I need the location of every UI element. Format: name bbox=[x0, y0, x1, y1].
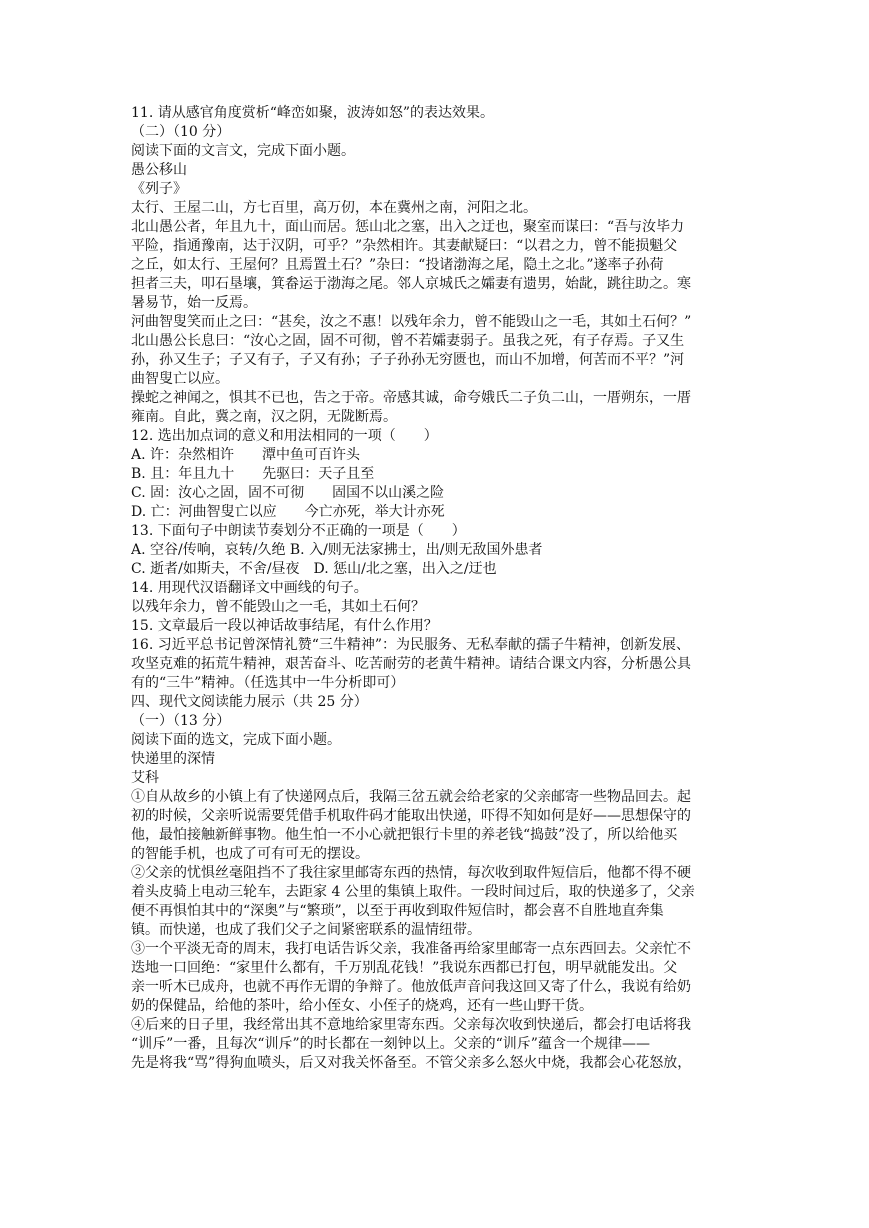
article-line: 亲一听木已成舟，也就不再作无谓的争辩了。他放低声音问我这回又寄了什么，我说有给奶 bbox=[131, 979, 691, 995]
article-line: 他，最怕接触新鲜事物。他生怕一不小心就把银行卡里的养老钱“捣鼓”没了，所以给他买 bbox=[131, 827, 678, 843]
passage-line: 平险，指通豫南，达于汉阴，可乎？”杂然相许。其妻献疑曰：“以君之力，曾不能损魁父 bbox=[131, 238, 678, 254]
passage-line: 曲智叟亡以应。 bbox=[131, 371, 229, 387]
subsection-heading: （一）（13 分） bbox=[131, 713, 231, 729]
article-line: 迭地一口回绝：“家里什么都有，千万别乱花钱！”我说东西都已打包，明早就能发出。父 bbox=[131, 960, 678, 976]
passage-line: 之丘，如太行、王屋何？且焉置土石？”杂曰：“投诸渤海之尾，隐土之北。”遂率子孙荷 bbox=[131, 257, 664, 273]
question-16-cont: 攻坚克难的拓荒牛精神，艰苦奋斗、吃苦耐劳的老黄牛精神。请结合课文内容，分析愚公具 bbox=[131, 656, 691, 672]
article-line: ①自从故乡的小镇上有了快递网点后，我隔三岔五就会给老家的父亲邮寄一些物品回去。起 bbox=[131, 789, 691, 805]
article-line: 着头皮骑上电动三轮车，去距家 4 公里的集镇上取件。一段时间过后，取的快递多了，父亲 bbox=[131, 884, 695, 900]
option-a: A. 许：杂然相许 潭中鱼可百许头 bbox=[131, 447, 361, 463]
passage-line: 孙，孙又生子；子又有子，子又有孙；子子孙孙无穷匮也，而山不加增，何苦而不平？”河 bbox=[131, 352, 685, 368]
passage-line: 暑易节，始一反焉。 bbox=[131, 295, 257, 311]
passage-line: 雍南。自此，冀之南，汉之阴，无陇断焉。 bbox=[131, 409, 397, 425]
passage-line: 担者三夫，叩石垦壤，箕畚运于渤海之尾。邻人京城氏之孀妻有遗男，始龀，跳往助之。寒 bbox=[131, 276, 691, 292]
passage-line: 北山愚公长息曰：“汝心之固，固不可彻，曾不若孀妻弱子。虽我之死，有子存焉。子又生 bbox=[131, 333, 685, 349]
article-line: ③一个平淡无奇的周末，我打电话告诉父亲，我准备再给家里邮寄一点东西回去。父亲忙不 bbox=[131, 941, 691, 957]
option-b: B. 且：年且九十 先驱曰：天子且至 bbox=[131, 466, 375, 482]
question-16-cont: 有的“三牛”精神。（任选其中一牛分析即可） bbox=[131, 675, 405, 691]
underlined-sentence: 以残年余力，曾不能毁山之一毛，其如土石何？ bbox=[131, 599, 425, 615]
instruction: 阅读下面的选文，完成下面小题。 bbox=[131, 732, 341, 748]
article-line: 奶的保健品，给他的茶叶，给小侄女、小侄子的烧鸡，还有一些山野干货。 bbox=[131, 998, 593, 1014]
passage-line: 河曲智叟笑而止之曰：“甚矣，汝之不惠！以残年余力，曾不能毁山之一毛，其如土石何？” bbox=[131, 314, 692, 330]
option-d: D. 亡：河曲智叟亡以应 今亡亦死，举大计亦死 bbox=[131, 504, 445, 520]
question-15: 15. 文章最后一段以神话故事结尾，有什么作用？ bbox=[131, 618, 438, 634]
article-line: “训斥”一番，且每次“训斥”的时长都在一刻钟以上。父亲的“训斥”蕴含一个规律—— bbox=[131, 1036, 650, 1052]
passage-line: 北山愚公者，年且九十，面山而居。惩山北之塞，出入之迂也，聚室而谋曰：“吾与汝毕力 bbox=[131, 219, 685, 235]
article-line: 的智能手机，也成了可有可无的摆设。 bbox=[131, 846, 369, 862]
article-line: ④后来的日子里，我经常出其不意地给家里寄东西。父亲每次收到快递后，都会打电话将我 bbox=[131, 1017, 691, 1033]
article-line: 镇。而快递，也成了我们父子之间紧密联系的温情纽带。 bbox=[131, 922, 481, 938]
question-13: 13. 下面句子中朗读节奏划分不正确的一项是（ ） bbox=[131, 523, 466, 539]
passage-title: 愚公移山 bbox=[131, 162, 187, 178]
question-16: 16. 习近平总书记曾深情礼赞“三牛精神”：为民服务、无私奉献的孺子牛精神，创新发展、 bbox=[131, 637, 691, 653]
article-line: 先是将我“骂”得狗血喷头，后又对我关怀备至。不管父亲多么怒火中烧，我都会心花怒放， bbox=[131, 1055, 692, 1071]
option-c: C. 固：汝心之固，固不可彻 固国不以山溪之险 bbox=[131, 485, 445, 501]
question-12: 12. 选出加点词的意义和用法相同的一项（ ） bbox=[131, 428, 438, 444]
section-2-heading: （二）（10 分） bbox=[131, 124, 231, 140]
article-author: 艾科 bbox=[131, 770, 159, 786]
article-line: ②父亲的忧惧丝毫阻挡不了我往家里邮寄东西的热情，每次收到取件短信后，他都不得不硬 bbox=[131, 865, 691, 881]
question-14: 14. 用现代汉语翻译文中画线的句子。 bbox=[131, 580, 368, 596]
document-page bbox=[131, 104, 737, 1073]
passage-line: 太行、王屋二山，方七百里，高万仞，本在冀州之南，河阳之北。 bbox=[131, 200, 537, 216]
article-line: 初的时候，父亲听说需要凭借手机取件码才能取出快递，吓得不知如何是好——思想保守的 bbox=[131, 808, 691, 824]
article-line: 便不再惧怕其中的“深奥”与“繁琐”，以至于再收到取件短信时，都会喜不自胜地直奔集 bbox=[131, 903, 664, 919]
section-4-heading: 四、现代文阅读能力展示（共 25 分） bbox=[131, 694, 368, 710]
options-ab: A. 空谷/传响，哀转/久绝 B. 入/则无法家拂士，出/则无敌国外患者 bbox=[131, 542, 543, 558]
question-11: 11. 请从感官角度赏析“峰峦如聚，波涛如怒”的表达效果。 bbox=[131, 105, 495, 121]
article-title: 快递里的深情 bbox=[131, 751, 215, 767]
instruction: 阅读下面的文言文，完成下面小题。 bbox=[131, 143, 355, 159]
passage-source: 《列子》 bbox=[131, 181, 187, 197]
passage-line: 操蛇之神闻之，惧其不已也，告之于帝。帝感其诚，命夸娥氏二子负二山，一厝朔东，一厝 bbox=[131, 390, 691, 406]
options-cd: C. 逝者/如斯夫，不舍/昼夜 D. 惩山/北之塞，出入之/迂也 bbox=[131, 561, 497, 577]
